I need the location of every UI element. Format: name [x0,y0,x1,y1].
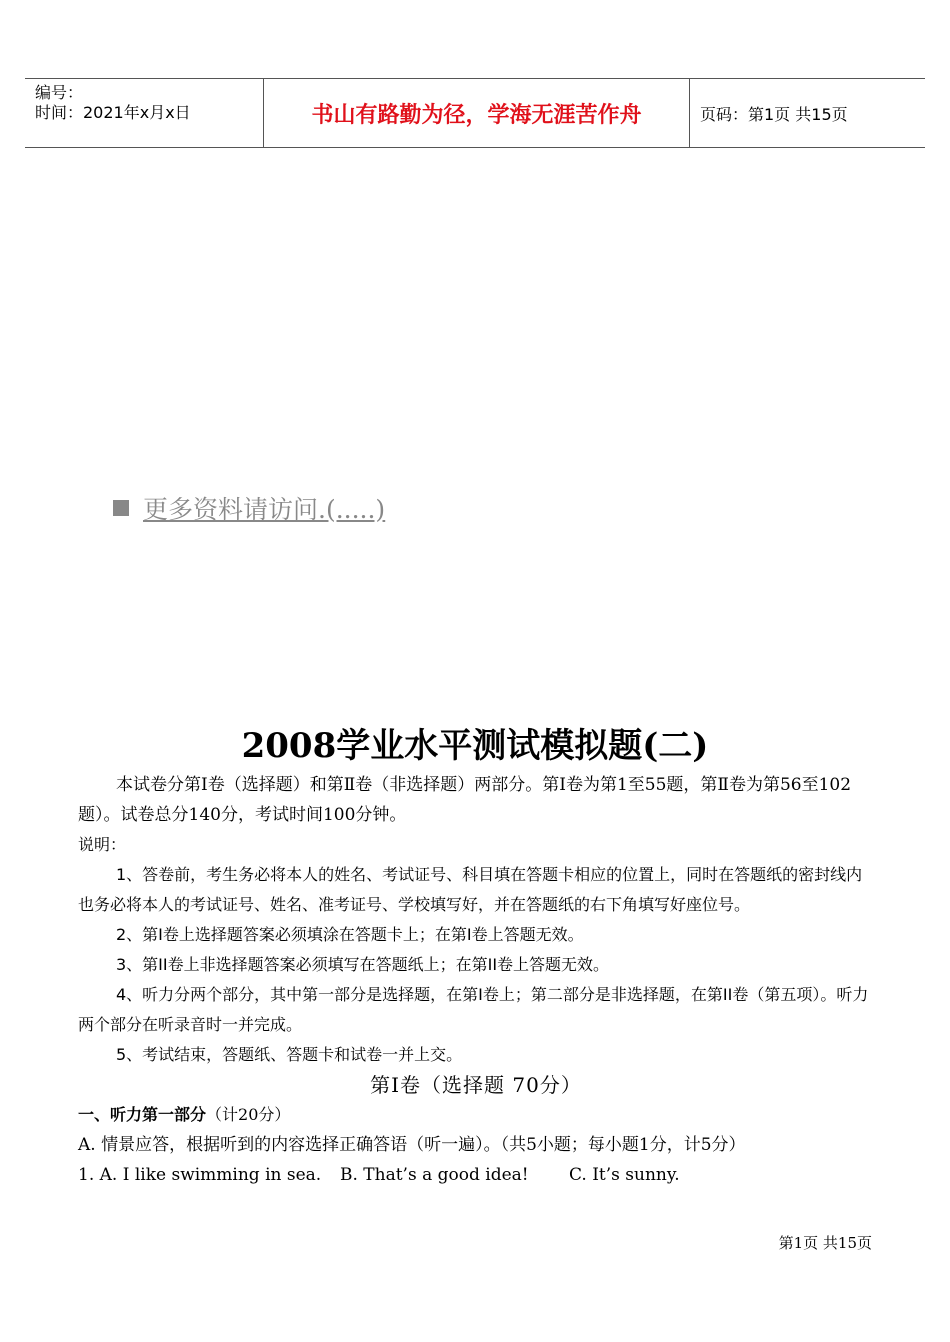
more-resources [113,490,385,526]
instructions-label: 说明： [78,835,127,854]
question-1-option-a: 1. A. I like swimming in sea. [78,1165,322,1185]
instruction-item: 3、第II卷上非选择题答案必须填写在答题纸上；在第II卷上答题无效。 [116,955,610,974]
square-bullet-icon [113,500,129,516]
header-motto: 书山有路勤为径，学海无涯苦作舟 [264,79,690,147]
more-resources-link[interactable]: 更多资料请访问.(.....) [143,495,386,524]
section-points: （计20分） [206,1105,291,1124]
question-1 [78,1160,874,1190]
page-footer: 第1页 共15页 [778,1234,872,1252]
intro-paragraph: 本试卷分第Ⅰ卷（选择题）和第Ⅱ卷（非选择题）两部分。第Ⅰ卷为第1至55题，第Ⅱ卷为第56至102题）。试卷总分140分，考试时间100分钟。 [78,775,852,825]
instruction-item: 1、答卷前，考生务必将本人的姓名、考试证号、科目填在答题卡相应的位置上，同时在答题纸的密封线内也务必将本人的考试证号、姓名、准考证号、学校填写好，并在答题纸的右下角填写好座位号。 [78,865,863,914]
part-a-instruction: A. 情景应答，根据听到的内容选择正确答语（听一遍）。（共5小题；每小题1分，计5分） [78,1135,746,1155]
time-label: 时间：2021年x月x日 [35,103,191,122]
document-body [78,770,874,1190]
page-title: 2008学业水平测试模拟题(二) [241,726,709,766]
header-page-info: 页码：第1页 共15页 [700,104,848,124]
question-1-option-c: C. It’s sunny. [569,1165,680,1185]
section-heading [78,1100,874,1130]
instruction-item: 4、听力分两个部分，其中第一部分是选择题，在第Ⅰ卷上；第二部分是非选择题，在第II卷（第五项）。听力两个部分在听录音时一并完成。 [78,985,869,1034]
page-header [25,78,925,148]
header-meta [25,79,264,147]
number-label: 编号： [35,83,84,102]
question-1-option-b: B. That’s a good idea! [340,1165,529,1185]
section-heading-text: 一、听力第一部分 [78,1105,207,1124]
instruction-item: 5、考试结束，答题纸、答题卡和试卷一并上交。 [116,1045,463,1064]
instruction-item: 2、第Ⅰ卷上选择题答案必须填涂在答题卡上；在第Ⅰ卷上答题无效。 [116,925,584,944]
volume-title: 第I卷（选择题 70分） [370,1073,582,1097]
